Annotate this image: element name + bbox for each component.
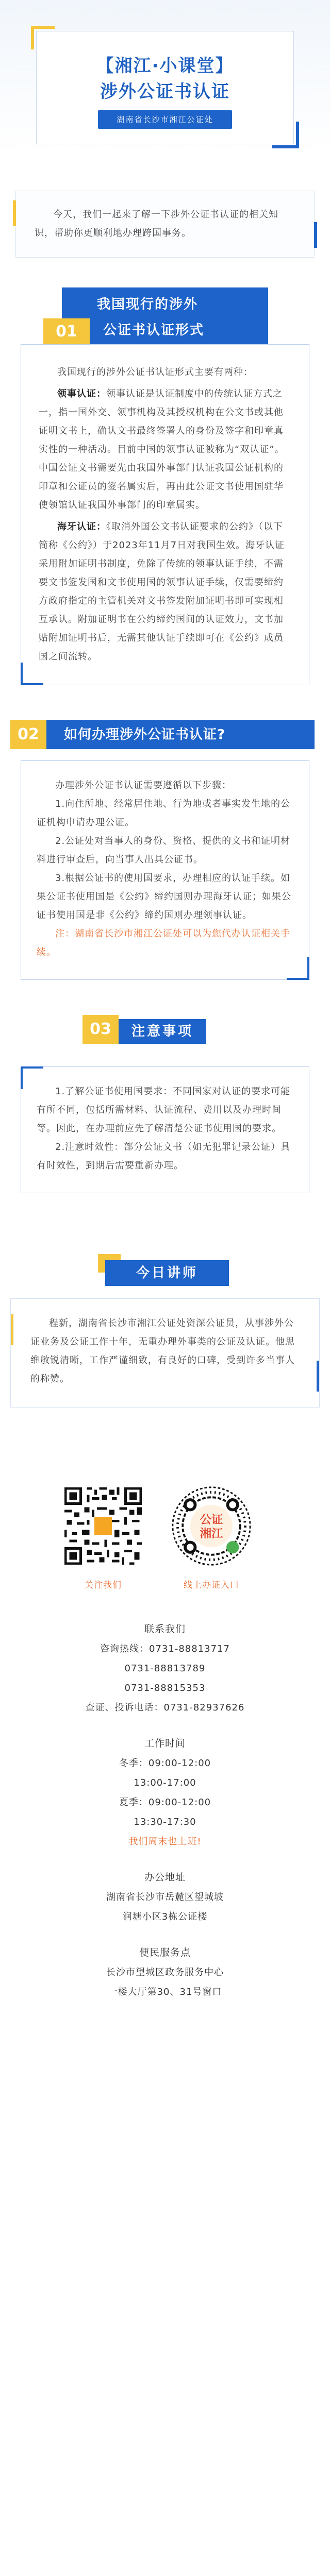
weekend-note: 我们周末也上班!	[128, 1836, 202, 1847]
service-point-heading: 便民服务点	[139, 1947, 191, 1958]
section-1-paragraph-1: 我国现行的涉外公证书认证形式主要有两种：	[57, 367, 253, 378]
address-line-2: 润塘小区3栋公证楼	[122, 1911, 208, 1922]
lecturer-title: 今日讲师	[105, 1260, 229, 1286]
section-3-body	[21, 1066, 309, 1193]
section-2-paragraph-1: 办理涉外公证书认证需要遵循以下步骤：	[55, 780, 232, 791]
section-1-paragraph-2	[39, 385, 291, 515]
header	[0, 0, 330, 155]
apostille-lead: 海牙认证：	[57, 521, 106, 532]
contact-section	[0, 1619, 330, 2002]
page-title-line-2: 涉外公证书认证	[100, 81, 230, 102]
section-2-step-1: 1.向住所地、经常居住地、行为地或者事实发生地的公证机构申请办理公证。	[37, 799, 291, 828]
online-service-qr-code[interactable]	[170, 1485, 253, 1567]
intro-text: 今天，我们一起来了解一下涉外公证书认证的相关知识，帮助你更顺利地办理跨国事务。	[35, 209, 278, 239]
section-1-header	[0, 287, 330, 349]
section-2-step-3: 3.根据公证书的使用国要求，办理相应的认证手续。如果公证书使用国是《公约》缔约国则办理海牙认证；如果公证书使用国是非《公约》缔约国则办理领事认证。	[37, 873, 291, 921]
section-2-body	[21, 760, 309, 980]
apostille-text: 《取消外国公文书认证要求的公约》（以下简称《公约》）于2023年11月7日对我国生效。海牙认证采用附加证明书制度，免除了传统的领事认证手续，不需要文书签发国和文书使用国的领事认证手续，仅需要缔约方政府指定的主管机关对文书签发附加证明书即可实现相互承认。附加证明书在公约缔约国间的认证效力，文书加贴附加证明书后，无需其他认证手续即可在《公约》成员国之间流转。	[39, 521, 285, 662]
summer-hours-pm: 13:30-17:30	[134, 1817, 196, 1827]
svg-text:湘江: 湘江	[200, 1527, 223, 1540]
phone-2[interactable]: 0731-88813789	[124, 1663, 206, 1674]
section-2-number: 02	[10, 720, 46, 749]
service-point-line-1: 长沙市望城区政务服务中心	[106, 1967, 224, 1978]
consular-auth-text: 领事认证是认证制度中的传统认证方式之一，指一国外交、领事机构及其授权机构在公文书或其他证明文书上，确认文书最终签署人的身份及签字和印章真实性的一种活动。目前中国的领事认证被称为“双认证”。中国公证文书需要先由我国外事部门认证我国公证机构的印章和公证员的签名属实后，再由此公证文书使用国驻华使领馆认证我国外事部门的印章属实。	[39, 388, 285, 511]
section-1-title-line-1: 我国现行的涉外	[97, 297, 199, 312]
section-1-body	[21, 344, 309, 685]
intro-bar-yellow	[13, 200, 16, 226]
complaint-phone[interactable]: 查证、投诉电话：0731-82937626	[85, 1702, 245, 1713]
winter-hours-pm: 13:00-17:00	[134, 1777, 196, 1788]
section-1-paragraph-3	[39, 518, 291, 666]
follow-us-label[interactable]: 关注我们	[85, 1580, 122, 1590]
section-2-step-2: 2.公证处对当事人的身份、资格、提供的文书和证明材料进行审查后，向当事人出具公证书。	[37, 836, 291, 865]
consular-auth-lead: 领事认证：	[57, 388, 106, 399]
section-3-paragraph-1: 1.了解公证书使用国要求：不同国家对认证的要求可能有所不同，包括所需材料、认证流程、费用以及办理时间等。因此，在办理前应先了解清楚公证书使用国的要求。	[37, 1086, 291, 1134]
address-heading: 办公地址	[144, 1872, 186, 1883]
section-1-number: 01	[43, 318, 90, 345]
intro-box	[15, 191, 315, 258]
page-title-line-1: 【湘江·小课堂】	[96, 56, 234, 76]
qr-code-row	[0, 1485, 330, 1619]
winter-hours-am: 冬季：09:00-12:00	[119, 1758, 211, 1769]
online-service-label[interactable]: 线上办证入口	[184, 1580, 239, 1590]
hours-heading: 工作时间	[144, 1738, 186, 1749]
header-corner-yellow	[31, 26, 55, 49]
summer-hours-am: 夏季：09:00-12:00	[119, 1797, 211, 1808]
intro-bar-blue	[314, 222, 317, 248]
section-3-paragraph-2: 2.注意时效性：部分公证文书（如无犯罪记录公证）具有时效性，到期后需要重新办理。	[37, 1142, 291, 1171]
follow-us-qr-code[interactable]	[62, 1485, 144, 1567]
address-line-1: 湖南省长沙市岳麓区望城坡	[106, 1892, 224, 1903]
mini-program-code-icon	[170, 1485, 253, 1567]
lecturer-header	[0, 1254, 330, 1285]
section-3-header	[0, 1015, 330, 1046]
header-corner-blue	[272, 122, 299, 148]
section-1-title-line-2: 公证书认证形式	[103, 323, 205, 338]
contact-heading: 联系我们	[144, 1623, 186, 1635]
svg-text:公证: 公证	[200, 1513, 223, 1527]
service-point-line-2: 一楼大厅第30、31号窗口	[108, 1987, 222, 1997]
hotline[interactable]: 咨询热线：0731-88813717	[100, 1643, 230, 1654]
qr-code-icon	[62, 1485, 144, 1567]
section-2-header	[0, 720, 330, 749]
section-2-title: 如何办理涉外公证书认证?	[46, 720, 315, 749]
section-3-title: 注意事项	[119, 1019, 206, 1044]
organization-pill: 湖南省长沙市湘江公证处	[98, 110, 232, 129]
lecturer-body	[10, 1298, 320, 1408]
section-2-note: 注：湖南省长沙市湘江公证处可以为您代办认证相关手续。	[37, 928, 290, 958]
section-3-number: 03	[82, 1015, 119, 1044]
lecturer-text: 程新，湖南省长沙市湘江公证处资深公证员，从事涉外公证业务及公证工作十年，无重办理外事类的公证及认证。他思维敏锐清晰，工作严谨细致，有良好的口碑，受到许多当事人的称赞。	[30, 1318, 295, 1384]
phone-3[interactable]: 0731-88815353	[124, 1683, 206, 1693]
